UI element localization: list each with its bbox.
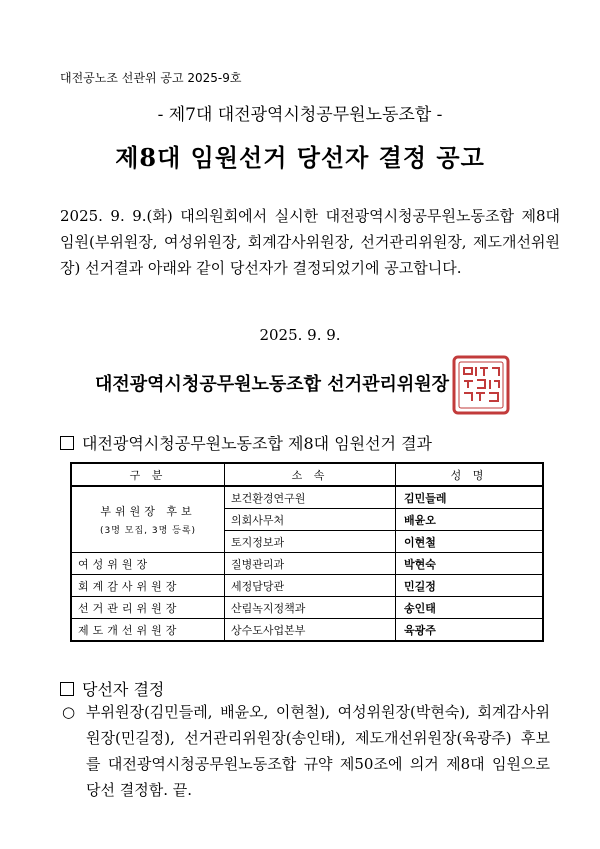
issuing-organization: 대전광역시청공무원노동조합 선거관리위원장 bbox=[95, 374, 450, 395]
winner-name-cell: 이현철 bbox=[396, 531, 544, 553]
announcement-date: 2025. 9. 9. bbox=[259, 326, 341, 344]
vice-chair-label: 부위원장 후보 bbox=[100, 505, 196, 518]
header-name: 성 명 bbox=[396, 463, 544, 486]
page-title: 제8대 임원선거 당선자 결정 공고 bbox=[115, 143, 485, 172]
department-cell: 질병관리과 bbox=[225, 553, 396, 575]
circle-bullet-icon: ○ bbox=[62, 703, 76, 721]
header-department: 소 속 bbox=[225, 463, 396, 486]
department-cell: 상수도사업본부 bbox=[225, 619, 396, 642]
section-election-results bbox=[60, 431, 432, 454]
checkbox-square-icon bbox=[60, 436, 74, 450]
department-cell: 세정담당관 bbox=[225, 575, 396, 597]
checkbox-square-icon bbox=[60, 682, 74, 696]
section-winner-decision bbox=[60, 677, 164, 700]
vice-chair-note: (3명 모집, 3명 등록) bbox=[99, 526, 197, 536]
table-row bbox=[71, 597, 543, 619]
department-cell: 보건환경연구원 bbox=[225, 486, 396, 509]
document-number: 대전공노조 선관위 공고 2025-9호 bbox=[60, 71, 242, 85]
table-row bbox=[71, 575, 543, 597]
table-row bbox=[71, 553, 543, 575]
winner-name-cell: 민길정 bbox=[396, 575, 544, 597]
decision-list-item bbox=[60, 699, 550, 803]
decision-text: 부위원장(김민들레, 배윤오, 이현철), 여성위원장(박현숙), 회계감사위원장(민길정), 선거관리위원장(송인태), 제도개선위원장(육광주) 후보를 대전광역시청공무원노동조합 규약 제50조에 의거 제8대 임원으로 당선 결정함. 끝. bbox=[86, 703, 550, 799]
table-row bbox=[71, 619, 543, 642]
subtitle: - 제7대 대전광역시청공무원노동조합 - bbox=[157, 105, 443, 125]
header-category: 구 분 bbox=[71, 463, 225, 486]
position-cell: 여성위원장 bbox=[71, 553, 225, 575]
department-cell: 산림녹지정책과 bbox=[225, 597, 396, 619]
table-header-row bbox=[71, 463, 543, 486]
vice-chair-cell bbox=[71, 486, 225, 553]
department-cell: 의회사무처 bbox=[225, 509, 396, 531]
winner-name-cell: 김민들레 bbox=[396, 486, 544, 509]
winner-name-cell: 송인태 bbox=[396, 597, 544, 619]
announcement-body: 2025. 9. 9.(화) 대의원회에서 실시한 대전광역시청공무원노동조합 제8대 임원(부위원장, 여성위원장, 회계감사위원장, 선거관리위원장, 제도개선위원장) 선거결과 아래와 같이 당선자가 결정되었기에 공고합니다. bbox=[60, 207, 560, 277]
winner-name-cell: 박현숙 bbox=[396, 553, 544, 575]
official-seal-stamp bbox=[452, 355, 510, 415]
section-title: 대전광역시청공무원노동조합 제8대 임원선거 결과 bbox=[82, 434, 433, 453]
table-row bbox=[71, 486, 543, 509]
winner-name-cell: 배윤오 bbox=[396, 509, 544, 531]
position-cell: 회계감사위원장 bbox=[71, 575, 225, 597]
position-cell: 제도개선위원장 bbox=[71, 619, 225, 642]
election-results-table bbox=[70, 462, 544, 642]
winner-name-cell: 육광주 bbox=[396, 619, 544, 642]
section-title: 당선자 결정 bbox=[82, 680, 165, 699]
department-cell: 토지정보과 bbox=[225, 531, 396, 553]
position-cell: 선거관리위원장 bbox=[71, 597, 225, 619]
